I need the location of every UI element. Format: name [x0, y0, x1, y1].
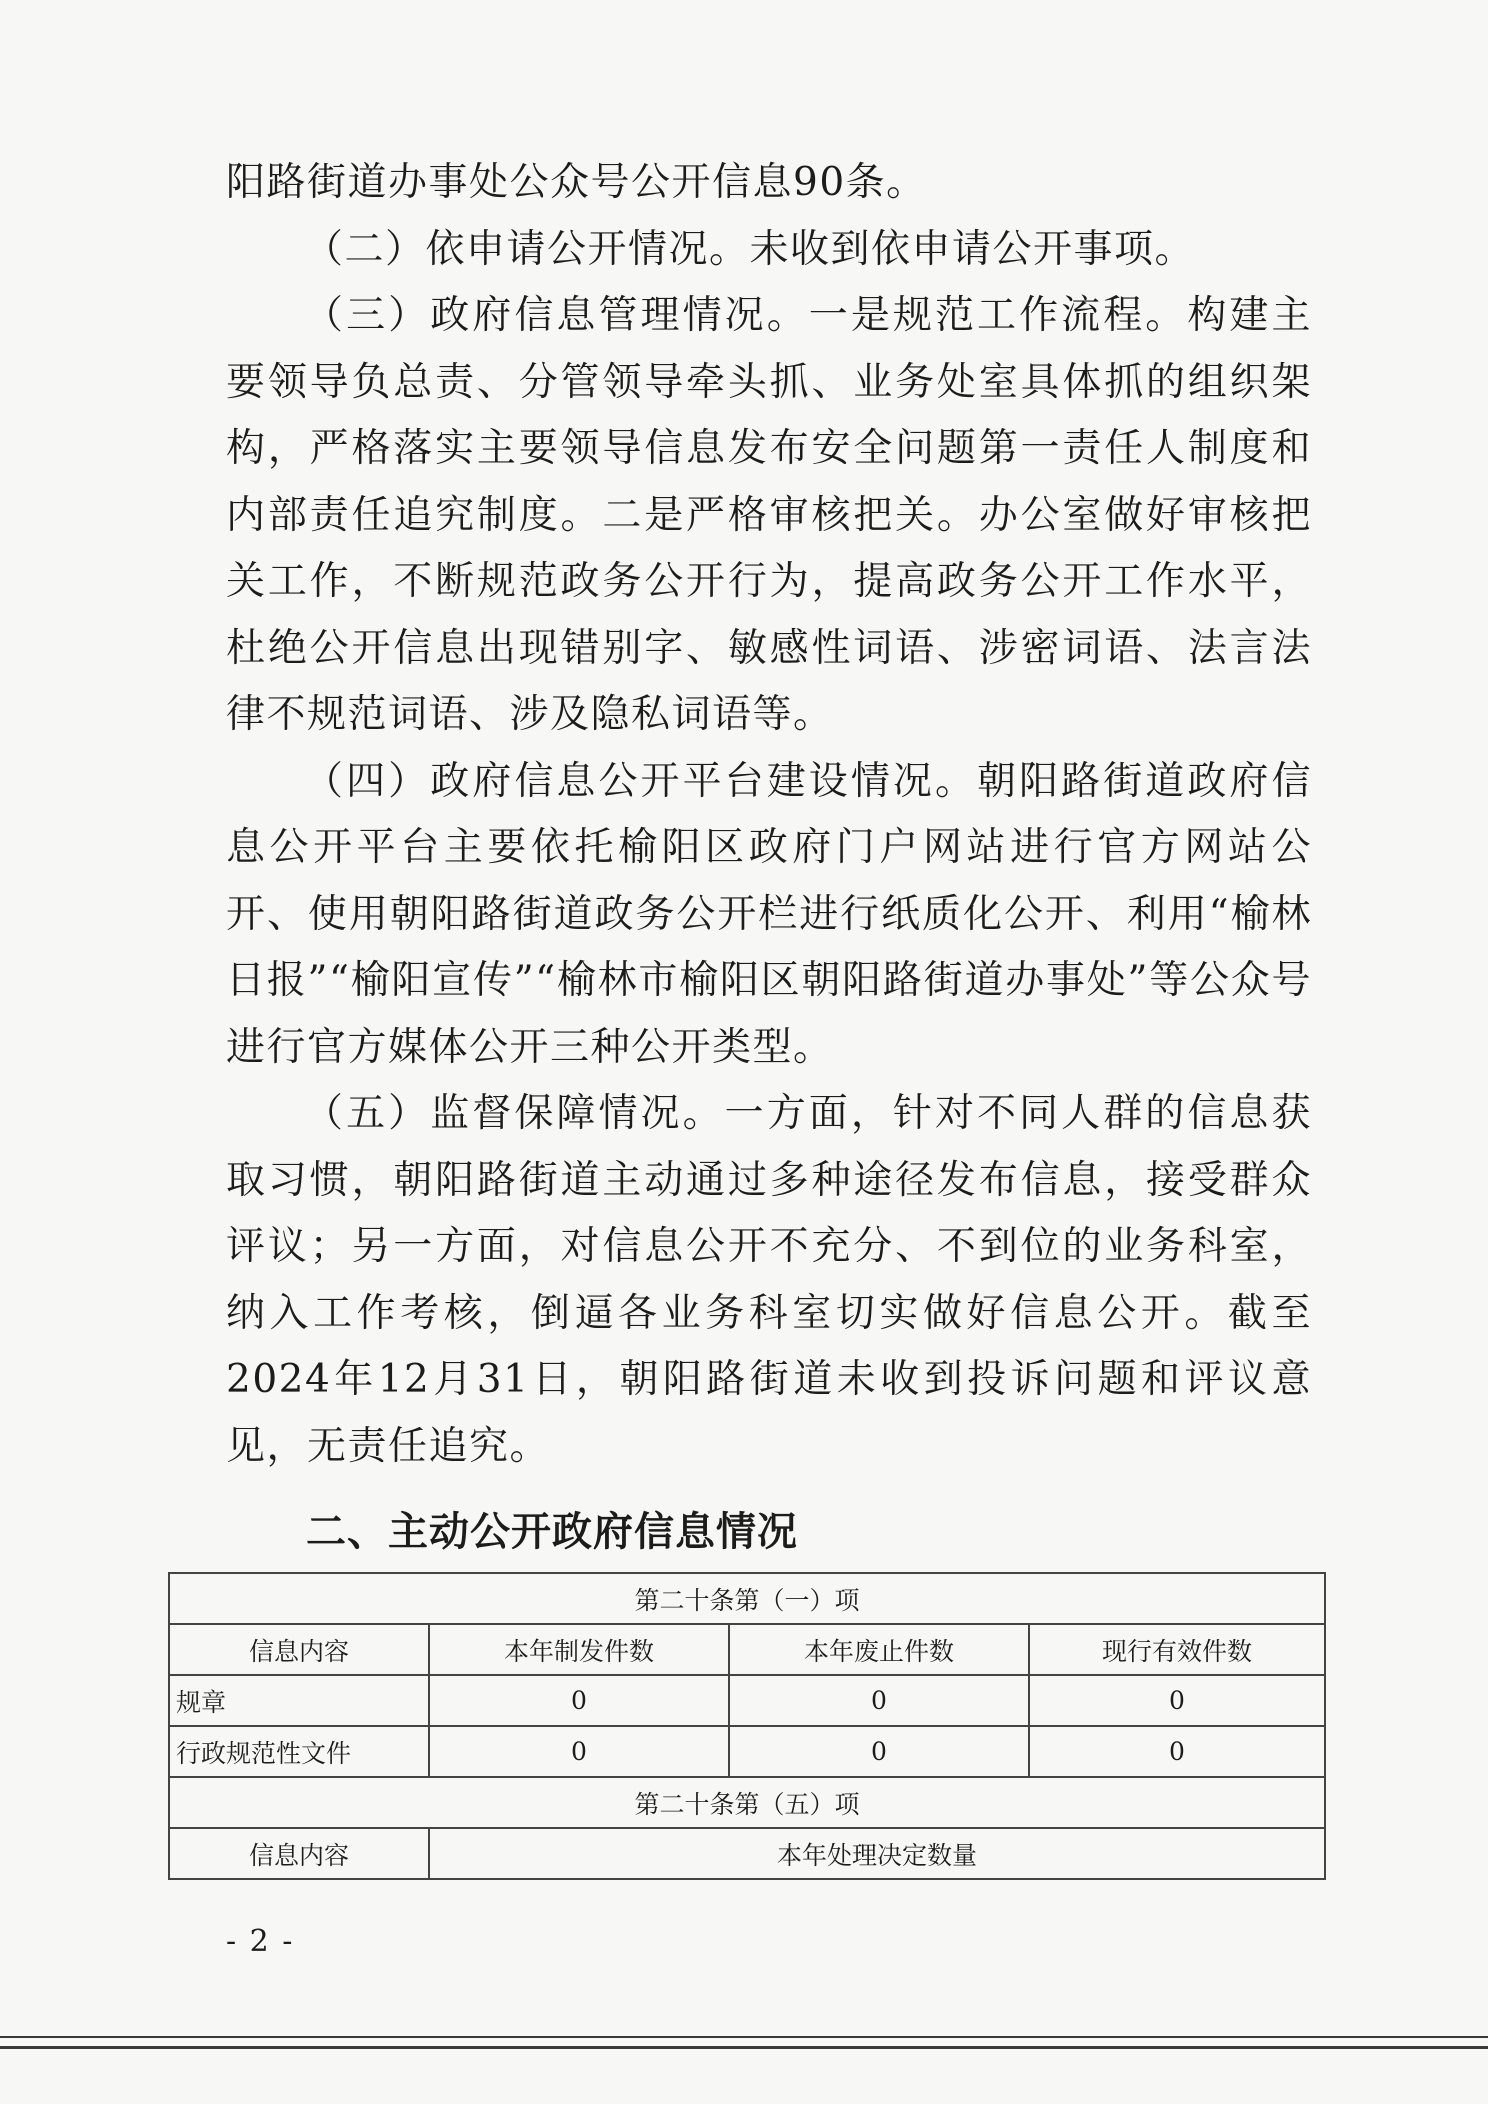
page-number: - 2 -	[226, 1924, 295, 1959]
table-row	[169, 1675, 1325, 1726]
row-label: 行政规范性文件	[169, 1726, 429, 1777]
table-cell: 0	[729, 1675, 1029, 1726]
table-section-row	[169, 1777, 1325, 1828]
table-cell: 0	[729, 1726, 1029, 1777]
table-cell: 0	[1029, 1726, 1325, 1777]
table-cell: 0	[1029, 1675, 1325, 1726]
section2-title: 第二十条第（五）项	[169, 1777, 1325, 1828]
paragraph-information-management: （三）政府信息管理情况。一是规范工作流程。构建主要领导负总责、分管领导牵头抓、业务处室具体抓的组织架构，严格落实主要领导信息发布安全问题第一责任人制度和内部责任追究制度。二是严格审核把关。办公室做好审核把关工作，不断规范政务公开行为，提高政务公开工作水平，杜绝公开信息出现错别字、敏感性词语、涉密词语、法言法律不规范词语、涉及隐私词语等。	[226, 293, 1312, 737]
paragraph-platform-construction: （四）政府信息公开平台建设情况。朝阳路街道政府信息公开平台主要依托榆阳区政府门户网站进行官方网站公开、使用朝阳路街道政务公开栏进行纸质化公开、利用“榆林日报”“榆阳宣传”“榆林市榆阳区朝阳路街道办事处”等公众号进行官方媒体公开三种公开类型。	[226, 758, 1312, 1070]
header-info-content: 信息内容	[169, 1828, 429, 1879]
section-heading: 二、主动公开政府信息情况	[306, 1509, 798, 1555]
header-issued-count: 本年制发件数	[429, 1624, 729, 1675]
table-cell: 0	[429, 1726, 729, 1777]
table-section-row	[169, 1573, 1325, 1624]
bottom-rule-bottom	[0, 2046, 1488, 2049]
bottom-rule-top	[0, 2036, 1488, 2038]
paragraph-intro-tail: 阳路街道办事处公众号公开信息90条。	[226, 160, 927, 205]
row-label: 规章	[169, 1675, 429, 1726]
paragraph-application-disclosure: （二）依申请公开情况。未收到依申请公开事项。	[304, 226, 1196, 272]
table-cell: 0	[429, 1675, 729, 1726]
table-row	[169, 1726, 1325, 1777]
header-repealed-count: 本年废止件数	[729, 1624, 1029, 1675]
header-valid-count: 现行有效件数	[1029, 1624, 1325, 1675]
body-text	[226, 150, 1312, 1480]
header-info-content: 信息内容	[169, 1624, 429, 1675]
section1-title: 第二十条第（一）项	[169, 1573, 1325, 1624]
paragraph-supervision: （五）监督保障情况。一方面，针对不同人群的信息获取习惯，朝阳路街道主动通过多种途径发布信息，接受群众评议；另一方面，对信息公开不充分、不到位的业务科室，纳入工作考核，倒逼各业务科室切实做好信息公开。截至2024年12月31日，朝阳路街道未收到投诉问题和评议意见，无责任追究。	[226, 1091, 1312, 1469]
table-header-row	[169, 1828, 1325, 1879]
header-decision-count: 本年处理决定数量	[429, 1828, 1325, 1879]
table-header-row	[169, 1624, 1325, 1675]
disclosure-table	[168, 1572, 1326, 1880]
